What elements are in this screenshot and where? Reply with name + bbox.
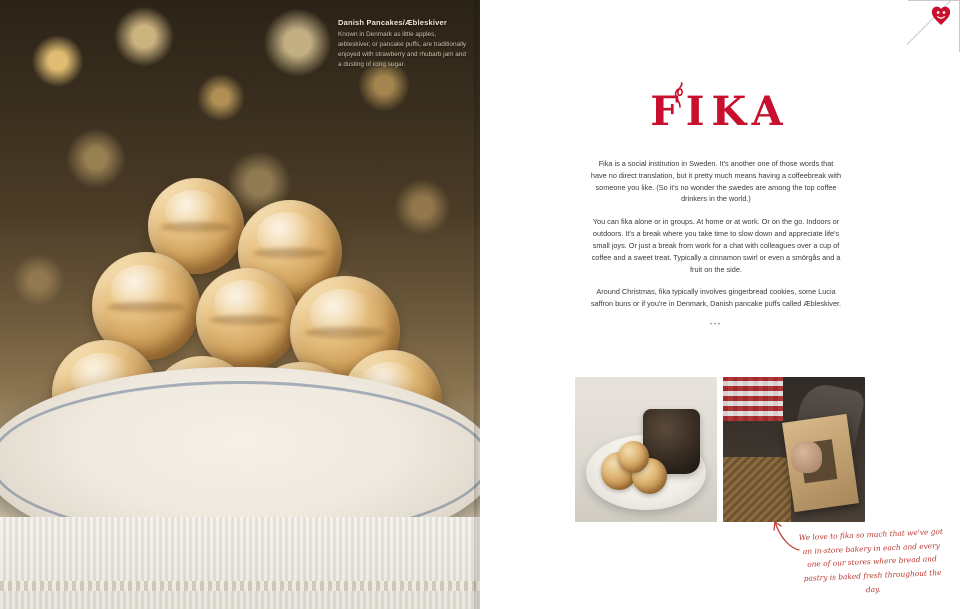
pancake-puff: [618, 441, 649, 473]
paragraph-3: Around Christmas, fika typically involves gingerbread cookies, some Lucia saffron buns or if you're in Denmark, Danish pancake puffs called Æbleskiver.: [590, 287, 842, 309]
person-hand: [791, 441, 822, 473]
photo-caption-body: Known in Denmark as little apples, æbleskiver, or pancake puffs, are traditionally enjoyed with strawberry and rhubarb jam and a dusting of icing sugar.: [338, 31, 467, 68]
table-cloth: [0, 517, 480, 609]
heart-logo-icon: [931, 4, 951, 26]
paragraph-2: You can fika alone or in groups. At home or at work. Or on the go. Indoors or outdoors. It's a break where you take time to slow down and appreciate life's small joys. Or just a break from work for a chat with colleagues over a cup of coffee and a sweet treat. Typically a cinnamon swirl or even a smörgås and a fruit on the side.: [591, 217, 841, 274]
cloth-fringe: [0, 581, 480, 591]
paragraph-1: Fika is a social institution in Sweden. It's another one of those words that have no direct translation, but it pretty much means having a coffeebreak with someone you like. (So it's no wonder the swedes are among the top coffee drinkers in the world.): [590, 159, 842, 204]
body-copy: [590, 158, 842, 331]
handwritten-note: We love to fika so much that we've got an in-store bakery in each and every one of our stores where bread and pastry is baked fresh throughout the day.: [798, 526, 944, 595]
photo-row: [575, 377, 865, 522]
photo-caption-title: Danish Pancakes/Æbleskiver: [338, 18, 448, 27]
page-title: FIKA: [650, 88, 790, 135]
right-page: [480, 0, 960, 609]
pancake-puff: [196, 268, 298, 370]
bread-basket: [723, 457, 791, 522]
paragraph-divider-dingbat: •••: [709, 321, 723, 328]
aebleskiver-plate-photo: [575, 377, 717, 522]
photo-caption: [338, 18, 470, 70]
checked-cloth: [723, 377, 783, 421]
bakery-board-photo: [723, 377, 865, 522]
